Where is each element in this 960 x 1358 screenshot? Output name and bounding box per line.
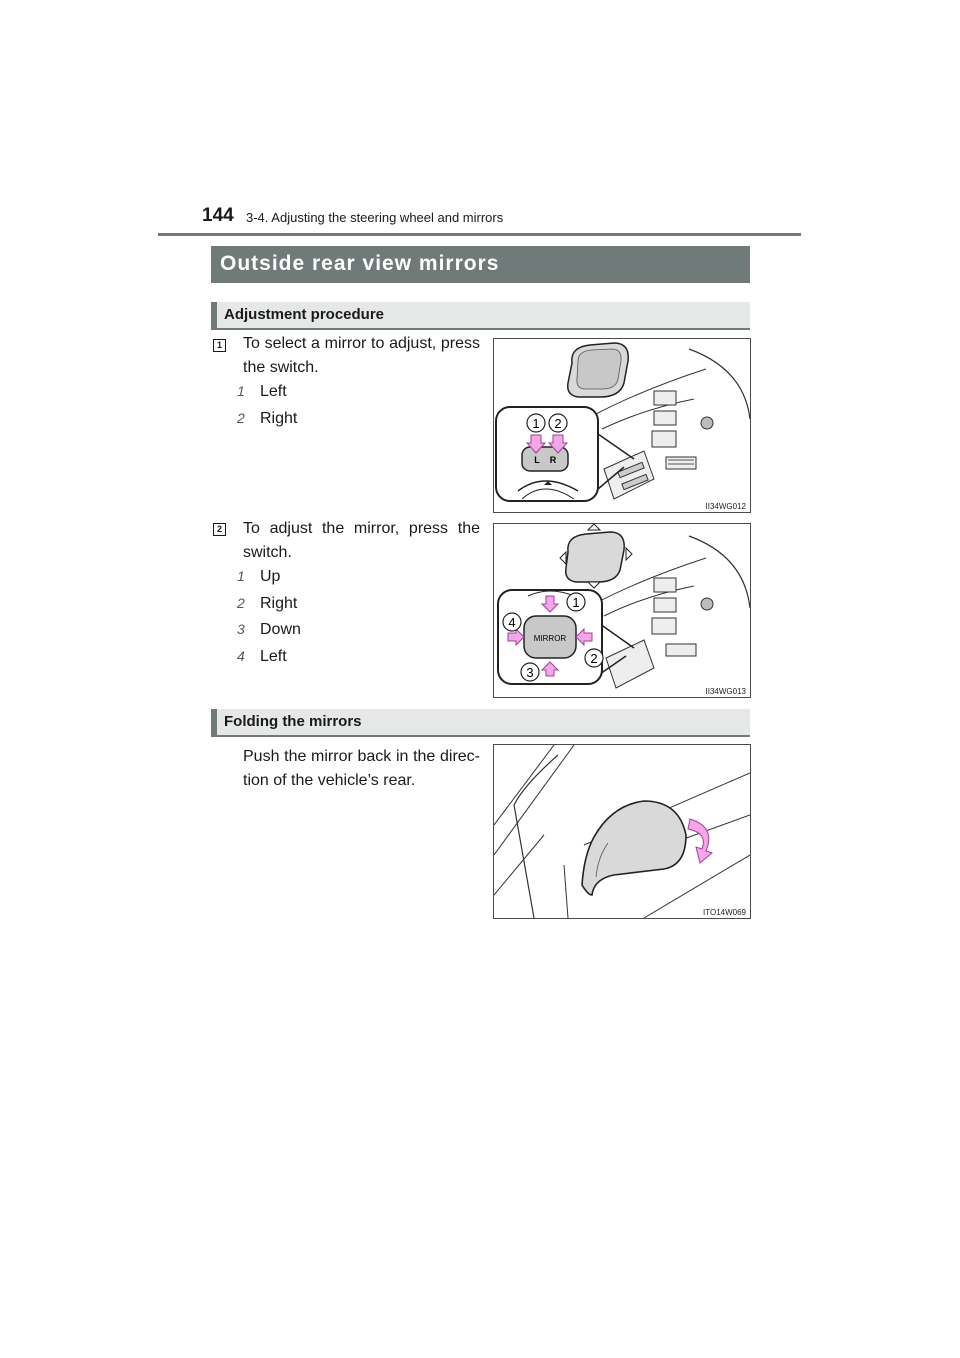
subsection-folding-title: Folding the mirrors: [224, 713, 362, 730]
switch-left-label: L: [534, 455, 540, 465]
step-2-item-3-label: Down: [260, 621, 301, 638]
header-rule: [158, 233, 801, 236]
section-title: Outside rear view mirrors: [220, 252, 500, 275]
step-2-item-1-label: Up: [260, 568, 281, 585]
callout-right: 2: [590, 651, 598, 666]
callout-2: 2: [554, 416, 562, 431]
step-1-item-1-num: 1: [237, 383, 245, 399]
mirror-adjust-illustration: [494, 524, 750, 697]
step-2-number: 2: [213, 523, 226, 536]
mirror-folding-illustration: [494, 745, 750, 918]
step-1-item-2-num: 2: [237, 410, 245, 426]
callout-down: 3: [526, 665, 534, 680]
subsection-adjustment-bar: [211, 302, 750, 330]
step-2-item-4-num: 4: [237, 648, 245, 664]
callout-left: 4: [508, 615, 516, 630]
switch-right-label: R: [549, 455, 557, 465]
step-2-text: To adjust the mirror, press the switch.: [243, 520, 480, 561]
step-1-number: 1: [213, 339, 226, 352]
figure-mirror-folding: [493, 744, 751, 919]
figure-code-1: II34WG012: [705, 502, 746, 511]
step-2-item-3-num: 3: [237, 621, 245, 637]
callout-up: 1: [572, 595, 580, 610]
step-2-item-2-num: 2: [237, 595, 245, 611]
callout-1: 1: [532, 416, 540, 431]
mirror-select-illustration: [494, 339, 750, 512]
breadcrumb: 3-4. Adjusting the steering wheel and mirrors: [246, 210, 504, 225]
subsection-adjustment-title: Adjustment procedure: [224, 306, 385, 323]
step-2-item-4-label: Left: [260, 648, 287, 665]
folding-text: Push the mirror back in the direc-tion of the vehicle’s rear.: [243, 748, 480, 789]
figure-mirror-adjust-switch: [493, 523, 751, 698]
step-2-item-2-label: Right: [260, 595, 298, 612]
step-2-item-1-num: 1: [237, 568, 245, 584]
figure-code-2: II34WG013: [705, 687, 746, 696]
subsection-folding-bar: [211, 709, 750, 737]
step-1-text: To select a mirror to adjust, press the switch.: [243, 335, 480, 376]
figure-code-3: ITO14W069: [703, 908, 746, 917]
figure-mirror-select-switch: [493, 338, 751, 513]
page-number: 144: [202, 205, 234, 226]
step-1-item-1-label: Left: [260, 383, 287, 400]
mirror-switch-label: MIRROR: [533, 634, 567, 643]
step-1-item-2-label: Right: [260, 410, 298, 427]
